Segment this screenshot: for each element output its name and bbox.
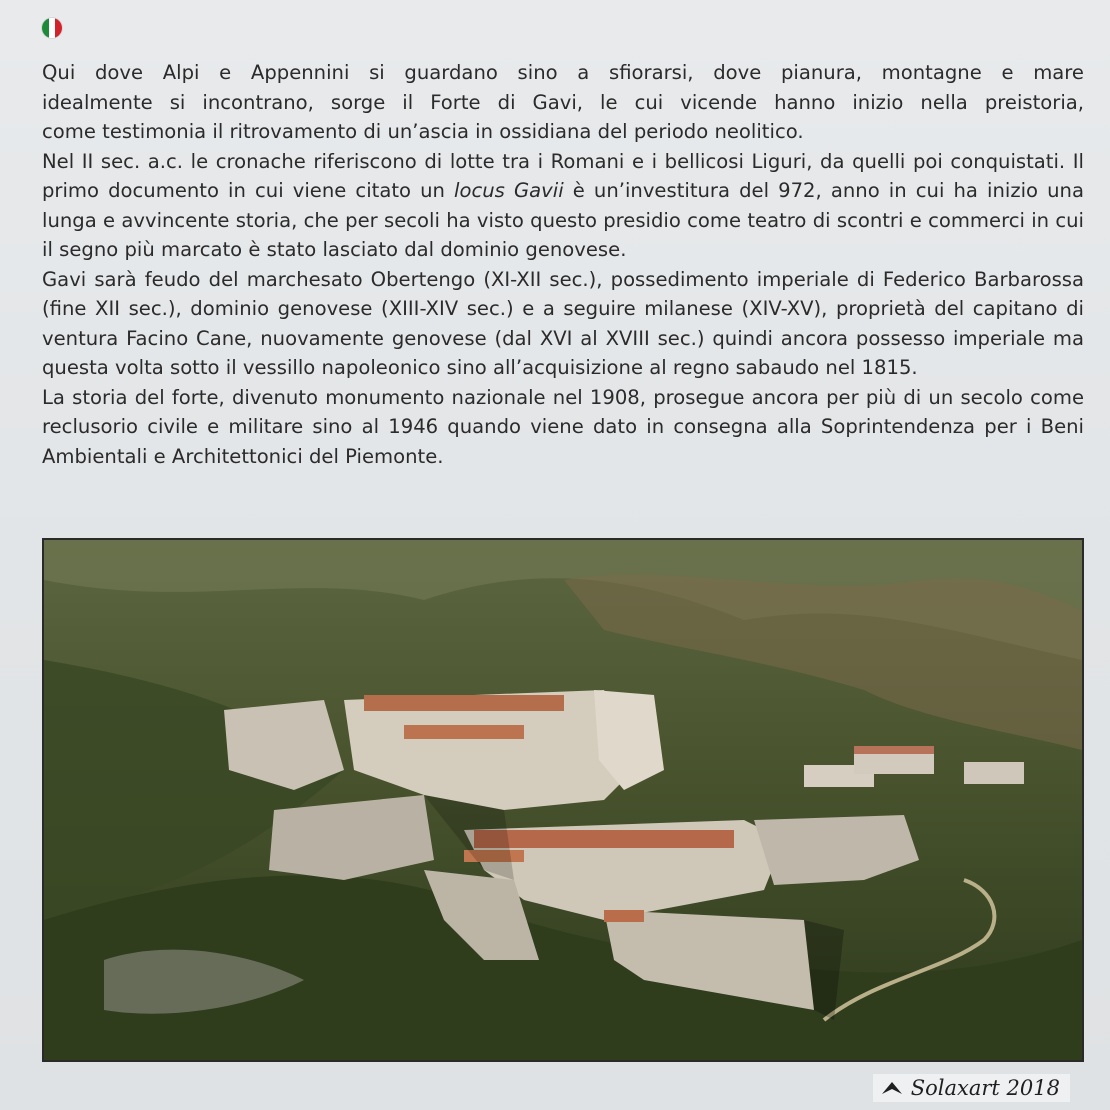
paragraph-1-line-2: idealmente si incontrano, sorge il Forte di Gavi, le cui vicende hanno inizio nella preistoria, xyxy=(42,90,1084,114)
paragraph-2 xyxy=(42,147,1084,265)
locus-gavii-italic: locus Gavii xyxy=(454,179,564,202)
paragraph-1-line-3: come testimonia il ritrovamento di un’ascia in ossidiana del periodo neolitico. xyxy=(42,120,804,143)
paragraph-1-line-1: Qui dove Alpi e Appennini si guardano sino a sfiorarsi, dove pianura, montagne e mare xyxy=(42,61,1084,84)
bird-logo-icon xyxy=(881,1080,903,1096)
photographer-signature xyxy=(873,1074,1070,1102)
roof-middle xyxy=(404,725,524,739)
flag-stripe-red xyxy=(55,18,62,38)
roof-gate xyxy=(604,910,644,922)
history-text xyxy=(42,58,1084,471)
fortress-aerial-photo xyxy=(42,538,1084,1062)
flag-stripe-green xyxy=(42,18,49,38)
roof-lower xyxy=(474,830,734,848)
signature-text: Solaxart 2018 xyxy=(910,1076,1060,1100)
italian-flag-icon xyxy=(42,18,62,38)
flag-stripe-white xyxy=(49,18,56,38)
fortress-illustration xyxy=(44,540,1082,1060)
paragraph-2-part-b: è un’investitura del 972, anno in cui ha inizio una lunga e avvincente storia, che per secoli ha visto questo presidio come teatro di scontri e commerci in cui il segno più marcato è stato lasciato dal dominio genovese. xyxy=(42,179,1084,261)
paragraph-4: La storia del forte, divenuto monumento nazionale nel 1908, prosegue ancora per più di un secolo come reclusorio civile e militare sino al 1946 quando viene dato in consegna alla Soprintendenza per i Beni Ambientali e Architettonici del Piemonte. xyxy=(42,385,1084,468)
outbuilding-roof xyxy=(854,746,934,754)
outbuilding-3 xyxy=(964,762,1024,784)
paragraph-2-part-a: Nel II sec. a.c. le cronache riferiscono di lotte tra i Romani e i bellicosi Liguri, da quelli poi conquistati. Il primo documento in cui viene citato un xyxy=(42,149,1084,202)
roof-upper xyxy=(364,695,564,711)
paragraph-3: Gavi sarà feudo del marchesato Obertengo (XI-XII sec.), possedimento imperiale di Federico Barbarossa (fine XII sec.), dominio genovese (XIII-XIV sec.) e a seguire milanese (XIV-XV), proprietà del capitano di ventura Facino Cane, nuovamente genovese (dal XVI al XVIII sec.) quindi ancora possesso imperiale ma questa volta sotto il vessillo napoleonico sino all’acquisizione al regno sabaudo nel 1815. xyxy=(42,267,1084,379)
